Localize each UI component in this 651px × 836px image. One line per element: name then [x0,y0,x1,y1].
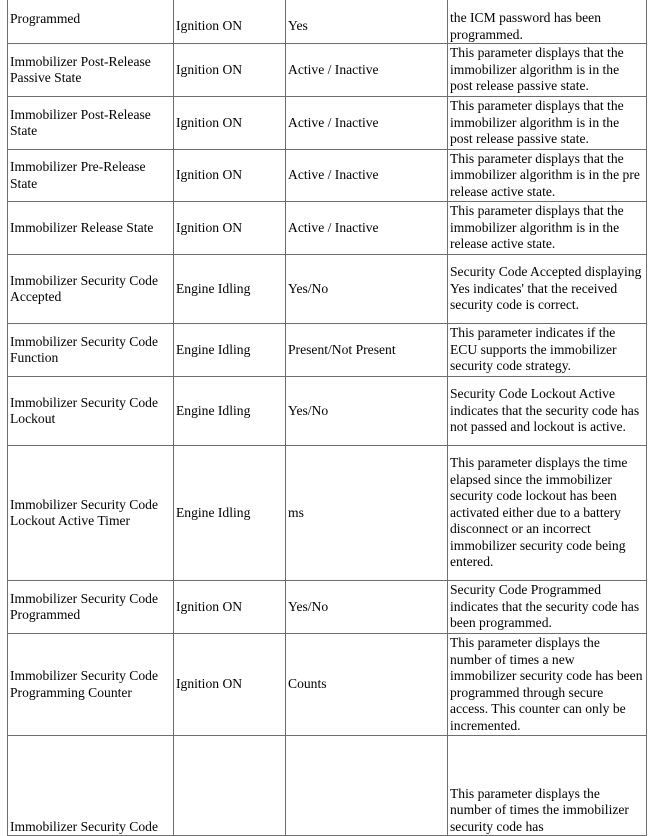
condition-cell [174,736,286,836]
condition-cell: Ignition ON [174,581,286,634]
condition-cell: Ignition ON [174,634,286,736]
description-cell: This parameter indicates if the ECU supports the immobilizer security code strategy. [448,324,647,377]
value-cell: Present/Not Present [286,324,448,377]
value-cell: Counts [286,634,448,736]
description-cell: This parameter displays the time elapsed since the immobilizer security code lockout has been activated either due to a battery disconnect or an incorrect immobilizer security code being entered. [448,446,647,581]
table-row [8,97,647,150]
parameter-name-cell: Programmed [8,0,174,44]
condition-cell: Ignition ON [174,44,286,97]
parameter-name-cell: Immobilizer Security Code [8,736,174,836]
table-row [8,255,647,324]
condition-cell: Ignition ON [174,150,286,202]
condition-cell: Engine Idling [174,255,286,324]
parameter-name-cell: Immobilizer Security Code Programmed [8,581,174,634]
condition-cell: Ignition ON [174,97,286,150]
description-cell: This parameter displays the number of times a new immobilizer security code has been programmed through secure access. This counter can only be incremented. [448,634,647,736]
description-cell: This parameter displays that the immobilizer algorithm is in the post release passive state. [448,97,647,150]
condition-cell: Ignition ON [174,0,286,44]
parameter-name-cell: Immobilizer Release State [8,202,174,255]
condition-cell: Engine Idling [174,377,286,446]
condition-cell: Engine Idling [174,324,286,377]
parameter-name-cell: Immobilizer Post-Release Passive State [8,44,174,97]
description-cell: Security Code Lockout Active indicates that the security code has not passed and lockout is active. [448,377,647,446]
parameter-name-cell: Immobilizer Security Code Lockout Active Timer [8,446,174,581]
description-cell: the ICM password has been programmed. [448,0,647,44]
description-cell: Security Code Accepted displaying Yes indicates' that the received security code is correct. [448,255,647,324]
value-cell: Yes/No [286,377,448,446]
table-row [8,44,647,97]
description-cell: This parameter displays the number of times the immobilizer security code has [448,736,647,836]
value-cell: ms [286,446,448,581]
parameter-table-container [7,0,646,836]
table-row [8,581,647,634]
parameter-name-cell: Immobilizer Security Code Function [8,324,174,377]
value-cell: Active / Inactive [286,150,448,202]
value-cell: Yes/No [286,581,448,634]
description-cell: This parameter displays that the immobilizer algorithm is in the post release passive state. [448,44,647,97]
parameter-name-cell: Immobilizer Security Code Accepted [8,255,174,324]
value-cell: Active / Inactive [286,97,448,150]
parameter-name-cell: Immobilizer Security Code Programming Counter [8,634,174,736]
parameter-table [7,0,647,836]
parameter-name-cell: Immobilizer Pre-Release State [8,150,174,202]
table-row [8,634,647,736]
value-cell [286,736,448,836]
condition-cell: Engine Idling [174,446,286,581]
table-row [8,150,647,202]
description-cell: This parameter displays that the immobilizer algorithm is in the pre release active state. [448,150,647,202]
condition-cell: Ignition ON [174,202,286,255]
value-cell: Active / Inactive [286,202,448,255]
value-cell: Yes/No [286,255,448,324]
description-cell: This parameter displays that the immobilizer algorithm is in the release active state. [448,202,647,255]
parameter-name-cell: Immobilizer Post-Release State [8,97,174,150]
table-row [8,0,647,44]
table-row [8,377,647,446]
parameter-name-cell: Immobilizer Security Code Lockout [8,377,174,446]
table-row [8,736,647,836]
value-cell: Active / Inactive [286,44,448,97]
description-cell: Security Code Programmed indicates that the security code has been programmed. [448,581,647,634]
table-row [8,324,647,377]
value-cell: Yes [286,0,448,44]
table-row [8,202,647,255]
table-row [8,446,647,581]
